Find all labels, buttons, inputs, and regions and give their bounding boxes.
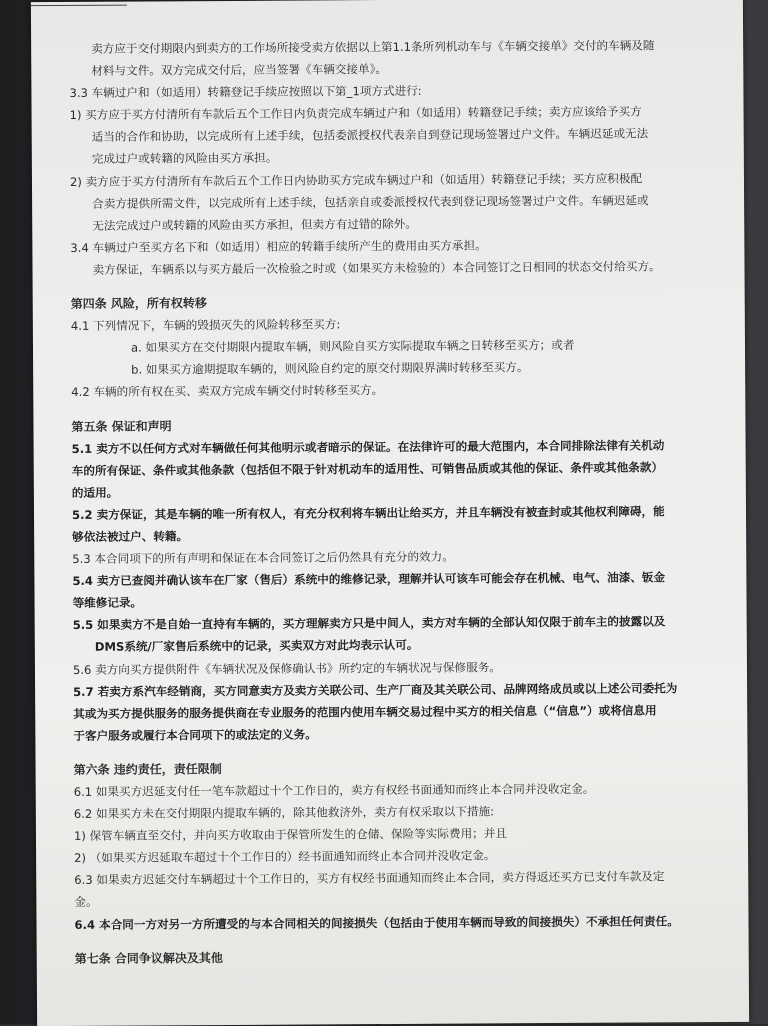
text-line: 材料与文件。双方完成交付后，应当签署《车辆交接单》。 xyxy=(91,62,387,78)
section-heading: 第五条 保证和声明 xyxy=(71,418,172,434)
text-line: 5.2 卖方保证，其是车辆的唯一所有权人，有充分权利将车辆出让给买方，并且车辆没有被查封或其他权利障碍，能 xyxy=(71,504,665,522)
contract-text xyxy=(69,34,715,970)
text-line: 其或为买方提供服务的服务提供商在专业服务的范围内使用车辆交易过程中买方的相关信息（“信息”）或将信息用 xyxy=(73,703,657,721)
text-line: 6.1 如果买方迟延支付任一笔车款超过十个工作日的，卖方有权经书面通知而终止本合同并没收定金。 xyxy=(73,781,595,799)
text-line: 5.6 卖方向买方提供附件《车辆状况及保修确认书》所约定的车辆状况与保修服务。 xyxy=(72,659,501,677)
text-line: 5.1 卖方不以任何方式对车辆做任何其他明示或者暗示的保证。在法律许可的最大范围内，本合同排除法律有关机动 xyxy=(71,437,665,456)
text-line: 车的所有保证、条件或其他条款（包括但不限于针对机动车的适用性、可销售品质或其他的保证、条件或其他条款） xyxy=(71,460,664,478)
text-line: 够依法被过户、转籍。 xyxy=(72,529,189,544)
section-heading: 第七条 合同争议解决及其他 xyxy=(74,950,223,966)
text-line: 合卖方提供所需文件，以完成所有上述手续，包括亲自或委派授权代表到登记现场签署过户文件。车辆迟延或 xyxy=(92,193,649,211)
text-line: 的适用。 xyxy=(71,485,119,500)
text-line: 2) 卖方应于买方付清所有车款后五个工作日内协助买方完成车辆过户和（如适用）转籍登记手续；买方应积极配 xyxy=(69,171,643,189)
text-line: 3.4 车辆过户至买方名下和（如适用）相应的转籍手续所产生的费用由买方承担。 xyxy=(70,238,487,255)
text-line: 2) （如果买方迟延取车超过十个工作日的）经书面通知而终止本合同并没收定金。 xyxy=(74,848,496,866)
text-line: 6.2 如果买方未在交付期限内提取车辆的，除其他救济外，卖方有权采取以下措施: xyxy=(73,804,495,822)
text-line: 卖方保证，车辆系以与买方最后一次检验之时或（如果买方未检验的）本合同签订之日相同的状态交付给买方。 xyxy=(92,259,661,277)
text-line: 完成过户或转籍的风险由买方承担。 xyxy=(91,151,278,167)
section-heading: 第四条 风险，所有权转移 xyxy=(70,296,207,311)
text-line: 卖方应于交付期限内到卖方的工作场所接受卖方依据以上第1.1条所列机动车与《车辆交接单》交付的车辆及随 xyxy=(91,38,655,56)
text-line: 4.1 下列情况下，车辆的毁损灭失的风险转移至买方: xyxy=(70,317,341,334)
text-line: 5.3 本合同项下的所有声明和保证在本合同签订之后仍然具有充分的效力。 xyxy=(72,549,454,567)
text-line: 5.4 卖方已查阅并确认该车在厂家（售后）系统中的维修记录，理解并认可该车可能会存在机械、电气、油漆、钣金 xyxy=(72,570,666,589)
page-top-rule xyxy=(31,5,127,7)
text-line: 5.7 若卖方系汽车经销商，买方同意卖方及卖方关联公司、生产厂商及其关联公司、品牌网络成员或以上述公司委托为 xyxy=(73,680,678,699)
text-line: 适当的合作和协助，以完成所有上述手续，包括委派授权代表亲自到登记现场签署过户文件。车辆迟延或无法 xyxy=(91,126,649,145)
text-line: 无法完成过户或转籍的风险由买方承担，但卖方有过错的除外。 xyxy=(92,216,417,233)
text-line: a. 如果买方在交付期限内提取车辆，则风险自买方实际提取车辆之日转移至买方；或者 xyxy=(130,338,575,355)
section-heading: 第六条 违约责任，责任限制 xyxy=(73,761,222,777)
text-line: 3.3 车辆过户和（如适用）转籍登记手续应按照以下第_1项方式进行: xyxy=(69,83,422,101)
text-line: 5.5 如果卖方不是自始一直持有车辆的，买方理解卖方只是中间人，卖方对车辆的全部认知仅限于前车主的披露以及 xyxy=(72,614,666,633)
text-line: 于客户服务或履行本合同项下的或法定的义务。 xyxy=(73,727,317,743)
text-line: 等维修记录。 xyxy=(72,595,143,611)
text-line: 6.4 本合同一方对另一方所遭受的与本合同相关的间接损失（包括由于使用车辆而导致的间接损失）不承担任何责任。 xyxy=(74,913,679,932)
text-line: 1) 买方应于买方付清所有车款后五个工作日内负责完成车辆过户和（如适用）转籍登记手续；卖方应该给予买方 xyxy=(69,104,642,123)
text-line: b. 如果买方逾期提取车辆的，则风险自约定的原交付期限界满时转移至买方。 xyxy=(131,360,529,377)
contract-page xyxy=(31,0,749,1026)
text-line: 4.2 车辆的所有权在买、卖双方完成车辆交付时转移至买方。 xyxy=(71,383,384,400)
text-line: DMS系统/厂家售后系统中的记录，买卖双方对此均表示认可。 xyxy=(94,638,419,655)
text-line: 6.3 如果卖方迟延交付车辆超过十个工作日的，买方有权经书面通知而终止本合同，卖方得返还买方已支付车款及定 xyxy=(74,869,665,888)
text-line: 1) 保管车辆直至交付，并向买方收取由于保管所发生的仓储、保险等实际费用；并且 xyxy=(73,826,507,844)
text-line: 金。 xyxy=(74,895,98,910)
